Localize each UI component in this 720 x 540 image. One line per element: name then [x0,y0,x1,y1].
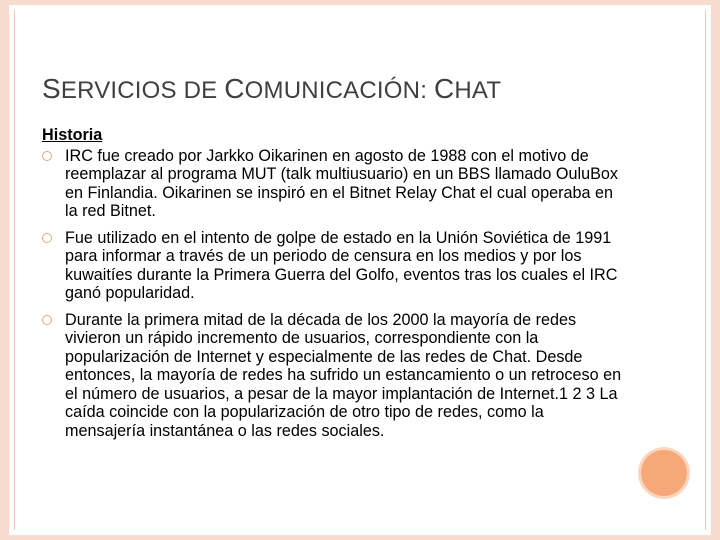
slide-content [42,126,622,448]
title-part: ERVICIOS DE [60,77,225,104]
title-part: C [224,73,245,104]
title-part: C [433,73,455,104]
title-part: HAT [454,77,502,104]
list-item-text: IRC fue creado por Jarkko Oikarinen en agosto de 1988 con el motivo de reemplazar al programa MUT (talk multiusuario) en un BBS llamado OuluBox en Finlandia. Oikarinen se inspiró en el Bitnet Relay Chat el cual operaba en la red Bitnet. [65,146,619,220]
slide-title [42,74,501,106]
list-item-text: Durante la primera mitad de la década de los 2000 la mayoría de redes vivieron un rápido incremento de usuarios, correspondiente con la popularización de Internet y especialmente de las redes de Chat. Desde entonces, la mayoría de redes ha sufrido un estancamiento o un retroceso en el número de usuarios, a pesar de la mayor implantación de Internet.1 2 3 La caída coincide con la popularización de otro tipo de redes, como la mensajería instantánea o las redes sociales. [65,310,622,440]
list-item [42,147,622,221]
orange-circle-icon [641,450,687,496]
hollow-circle-icon [42,315,52,325]
list-item [42,229,622,303]
hollow-circle-icon [42,151,52,161]
list-item [42,311,622,441]
title-part: S [42,73,61,104]
hollow-circle-icon [42,233,52,243]
title-part: : [420,77,434,104]
bullet-list [42,147,622,441]
list-item-text: Fue utilizado en el intento de golpe de estado en la Unión Soviética de 1991 para informar a través de un periodo de censura en los medios y por los kuwaitíes durante la Primera Guerra del Golfo, eventos tras los cuales el IRC ganó popularidad. [65,228,618,302]
title-part: OMUNICACIÓN [244,77,421,104]
section-heading: Historia [42,126,103,144]
